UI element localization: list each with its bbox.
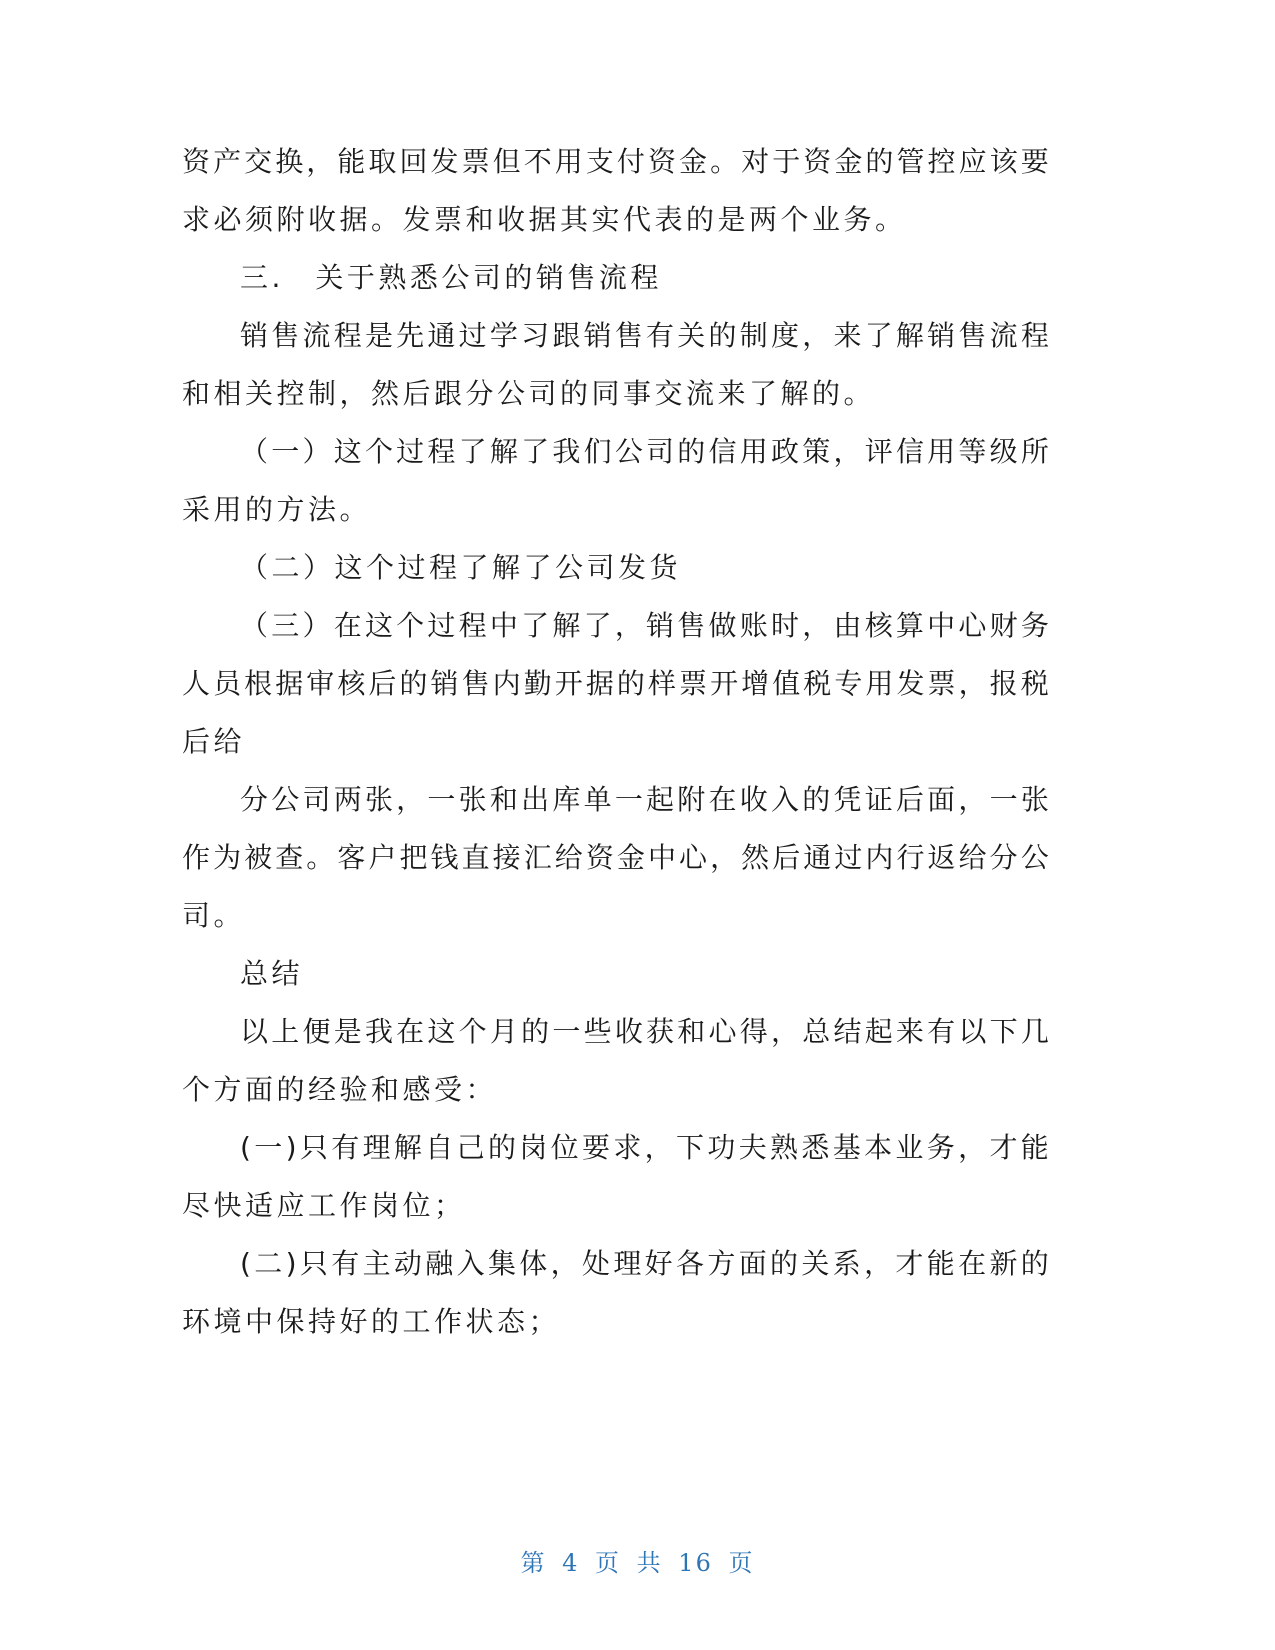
- body-line: 和相关控制，然后跟分公司的同事交流来了解的。: [182, 377, 876, 410]
- body-line: 销 售 流 程 是 先 通 过 学 习 跟 销 售 有 关 的 制 度 ， 来 了 解 销 售 流 程: [240, 319, 1049, 352]
- body-line: 司。: [182, 899, 246, 932]
- list-item-line: ( 一 ) 只 有 理 解 自 己 的 岗 位 要 求 ， 下 功 夫 熟 悉 基 本 业 务 ， 才 能: [240, 1131, 1049, 1164]
- body-line: 人 员 根 据 审 核 后 的 销 售 内 勤 开 据 的 样 票 开 增 值 税 专 用 发 票 ， 报 税: [182, 667, 1049, 700]
- list-item-line: （二）这个过程了解了公司发货: [240, 551, 682, 584]
- body-line: 采用的方法。: [182, 493, 372, 526]
- body-line: 以 上 便 是 我 在 这 个 月 的 一 些 收 获 和 心 得 ， 总 结 起 来 有 以 下 几: [240, 1015, 1049, 1048]
- body-line: 环境中保持好的工作状态；: [182, 1305, 561, 1338]
- list-item-line: ( 二 ) 只 有 主 动 融 入 集 体 ， 处 理 好 各 方 面 的 关 系 ， 才 能 在 新 的: [240, 1247, 1049, 1280]
- body-line: 作 为 被 查 。 客 户 把 钱 直 接 汇 给 资 金 中 心 ， 然 后 通 过 内 行 返 给 分 公: [182, 841, 1049, 874]
- list-item-line: （ 一 ） 这 个 过 程 了 解 了 我 们 公 司 的 信 用 政 策 ， 评 信 用 等 级 所: [240, 435, 1049, 468]
- body-line: 尽快适应工作岗位；: [182, 1189, 466, 1222]
- page-number-footer: 第 4 页 共 16 页: [520, 1549, 755, 1577]
- body-line: 分 公 司 两 张 ， 一 张 和 出 库 单 一 起 附 在 收 入 的 凭 证 后 面 ， 一 张: [240, 783, 1049, 816]
- body-line: 求必须附收据。发票和收据其实代表的是两个业务。: [182, 203, 907, 236]
- list-item-line: （ 三 ） 在 这 个 过 程 中 了 解 了 ， 销 售 做 账 时 ， 由 核 算 中 心 财 务: [240, 609, 1049, 642]
- body-line: 后给: [182, 725, 246, 758]
- body-line: 个方面的经验和感受：: [182, 1073, 498, 1106]
- section-heading: 三. 关于熟悉公司的销售流程: [240, 261, 662, 294]
- body-line: 资 产 交 换 ， 能 取 回 发 票 但 不 用 支 付 资 金 。 对 于 资 金 的 管 控 应 该 要: [182, 145, 1049, 178]
- section-heading: 总结: [240, 957, 304, 990]
